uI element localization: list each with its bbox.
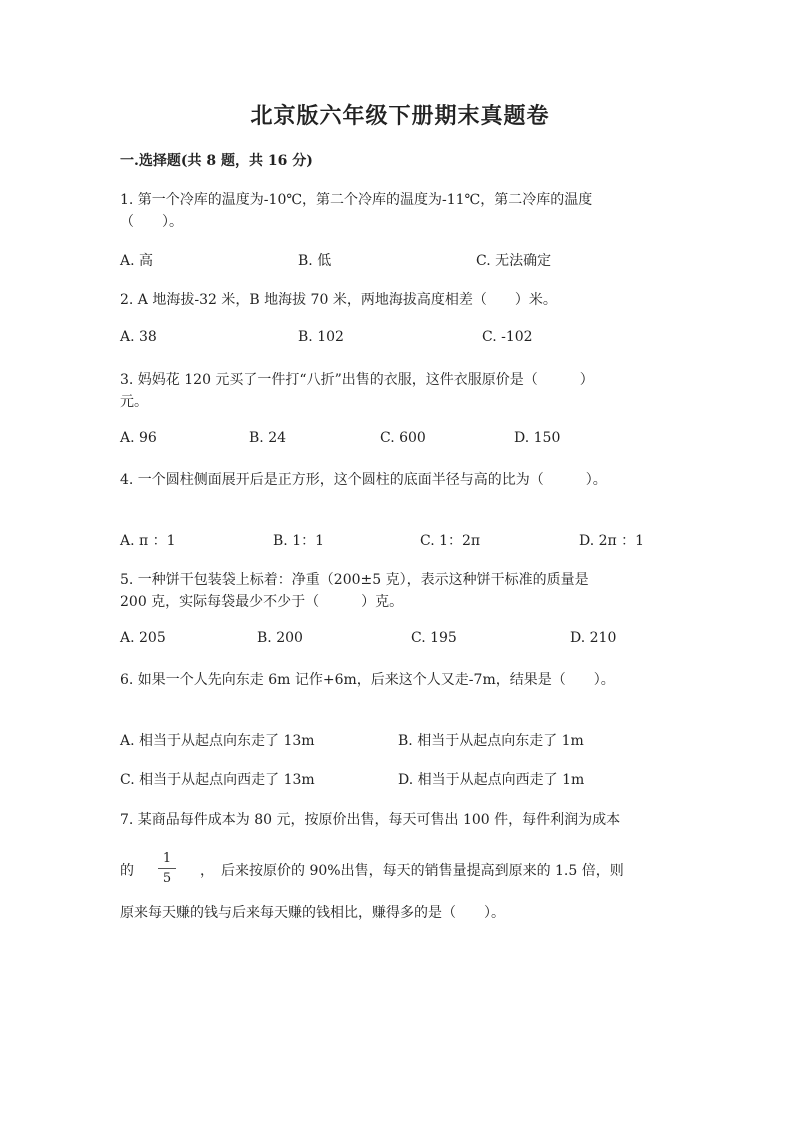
fraction-bar — [158, 868, 176, 869]
question-3-option-b: B. 24 — [249, 430, 287, 446]
question-7-line-1: 7. 某商品每件成本为 80 元，按原价出售，每天可售出 100 件，每件利润为成本 — [120, 812, 621, 828]
question-1-option-b: B. 低 — [298, 253, 332, 269]
question-7-line-2-rest: ， 后来按原价的 90%出售，每天的销售量提高到原来的 1.5 倍，则 — [200, 863, 624, 879]
fraction-denominator: 5 — [162, 871, 172, 886]
question-1-option-c: C. 无法确定 — [476, 253, 552, 269]
question-2-option-a: A. 38 — [120, 329, 157, 345]
question-5-line-2: 200 克，实际每袋最少不少于（ ）克。 — [120, 594, 404, 610]
question-4-option-b: B. 1：1 — [273, 533, 325, 549]
question-6-option-a: A. 相当于从起点向东走了 13m — [120, 733, 315, 749]
fraction-numerator: 1 — [162, 851, 172, 866]
question-4-line-1: 4. 一个圆柱侧面展开后是正方形，这个圆柱的底面半径与高的比为（ ）。 — [120, 472, 607, 488]
question-5-option-c: C. 195 — [411, 630, 457, 646]
question-3-option-d: D. 150 — [514, 430, 561, 446]
question-2-option-b: B. 102 — [298, 329, 344, 345]
question-5-option-b: B. 200 — [257, 630, 303, 646]
question-6-option-d: D. 相当于从起点向西走了 1m — [398, 772, 585, 788]
question-3-option-c: C. 600 — [380, 430, 426, 446]
question-1-line-2: （ ）。 — [120, 214, 183, 230]
page-title: 北京版六年级下册期末真题卷 — [250, 103, 550, 129]
question-1-option-a: A. 高 — [120, 253, 154, 269]
question-4-option-d: D. 2π ：1 — [579, 533, 645, 549]
fraction-one-fifth — [158, 851, 176, 886]
question-3-option-a: A. 96 — [120, 430, 157, 446]
question-7-line-2-start: 的 — [120, 863, 134, 879]
question-6-option-b: B. 相当于从起点向东走了 1m — [398, 733, 584, 749]
question-3-line-1: 3. 妈妈花 120 元买了一件打“八折”出售的衣服，这件衣服原价是（ ） — [120, 372, 594, 388]
question-3-line-2: 元。 — [120, 394, 148, 410]
question-4-option-c: C. 1：2π — [420, 533, 481, 549]
question-5-option-a: A. 205 — [120, 630, 166, 646]
question-6-line-1: 6. 如果一个人先向东走 6m 记作+6m，后来这个人又走-7m，结果是（ ）。 — [120, 672, 615, 688]
question-2-option-c: C. -102 — [482, 329, 533, 345]
question-2-line-1: 2. A 地海拔-32 米，B 地海拔 70 米，两地海拔高度相差（ ）米。 — [120, 292, 557, 308]
question-5-line-1: 5. 一种饼干包装袋上标着：净重（200±5 克），表示这种饼干标准的质量是 — [120, 572, 589, 588]
section-heading: 一.选择题(共 8 题，共 16 分) — [120, 153, 313, 169]
question-7-line-3: 原来每天赚的钱与后来每天赚的钱相比，赚得多的是（ ）。 — [120, 905, 505, 921]
question-1-line-1: 1. 第一个冷库的温度为-10℃，第二个冷库的温度为-11℃，第二冷库的温度 — [120, 192, 593, 208]
question-4-option-a: A. π ：1 — [120, 533, 176, 549]
question-6-option-c: C. 相当于从起点向西走了 13m — [120, 772, 315, 788]
question-5-option-d: D. 210 — [570, 630, 617, 646]
